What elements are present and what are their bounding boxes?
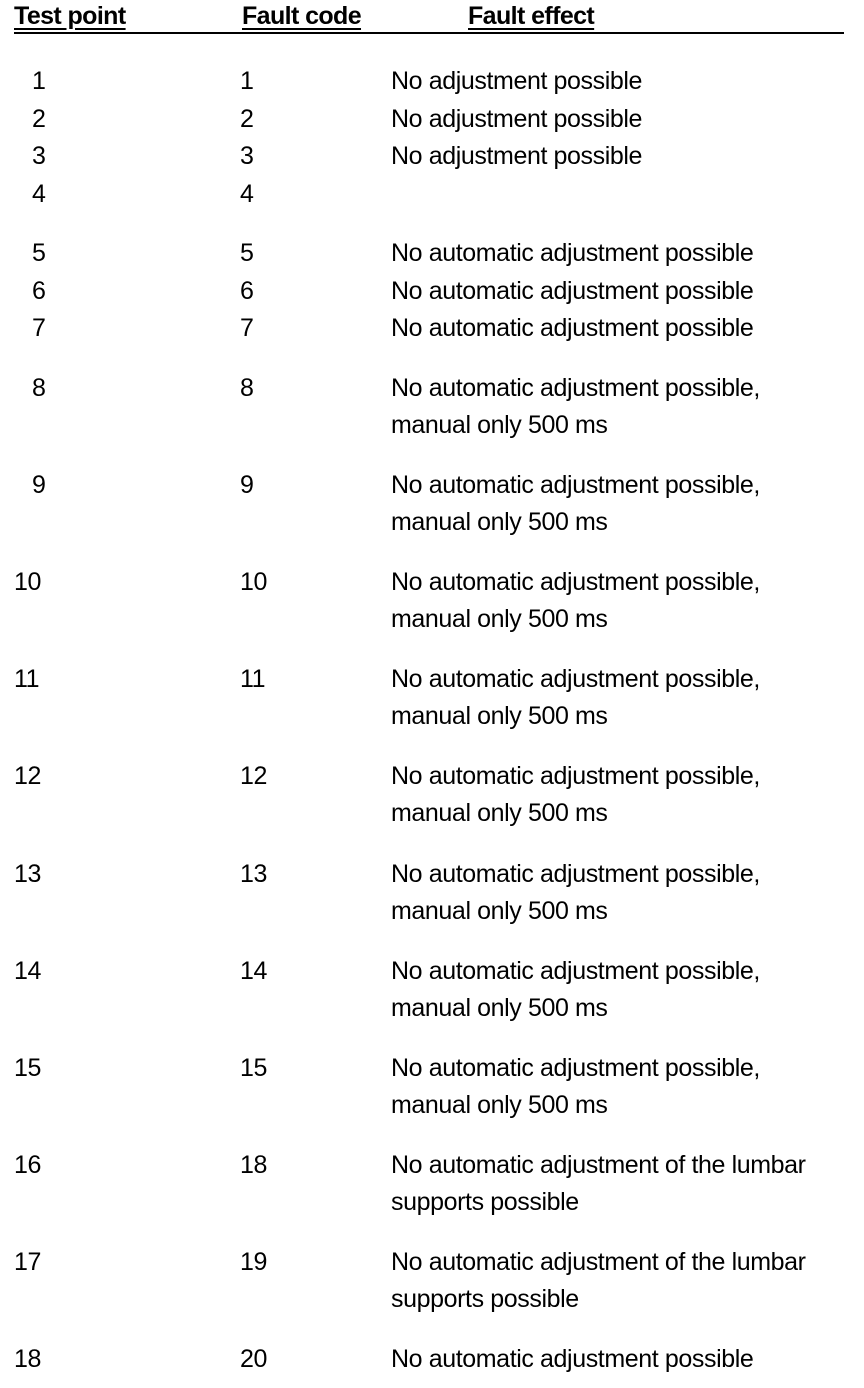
test-point-cell: 1 — [32, 67, 46, 95]
fault-code-cell: 5 — [240, 239, 254, 267]
header-fault-code: Fault code — [242, 2, 362, 30]
fault-effect-cell: No automatic adjustment possible — [391, 314, 754, 342]
test-point-cell: 18 — [14, 1345, 42, 1373]
test-point-cell: 6 — [32, 277, 46, 305]
fault-effect-cell: No automatic adjustment possible, manual only 500 ms — [391, 1054, 760, 1119]
fault-effect-cell: No adjustment possible — [391, 105, 643, 133]
test-point-cell: 13 — [14, 860, 42, 888]
test-point-cell: 11 — [14, 665, 40, 693]
test-point-cell: 5 — [32, 239, 46, 267]
fault-effect-cell: No automatic adjustment possible, manual only 500 ms — [391, 568, 760, 633]
fault-code-cell: 3 — [240, 142, 254, 170]
fault-code-cell: 12 — [240, 762, 268, 790]
test-point-cell: 17 — [14, 1248, 42, 1276]
test-point-cell: 9 — [32, 471, 46, 499]
fault-code-cell: 11 — [240, 665, 266, 693]
fault-code-cell: 15 — [240, 1054, 268, 1082]
fault-effect-cell: No automatic adjustment of the lumbar supports possible — [391, 1151, 806, 1216]
fault-effect-cell: No adjustment possible — [391, 142, 643, 170]
fault-effect-cell: No automatic adjustment possible, manual only 500 ms — [391, 471, 760, 536]
fault-code-cell: 4 — [240, 180, 254, 208]
test-point-cell: 8 — [32, 374, 46, 402]
fault-effect-cell: No automatic adjustment of the lumbar supports possible — [391, 1248, 806, 1313]
fault-effect-cell: No automatic adjustment possible, manual only 500 ms — [391, 957, 760, 1022]
fault-code-cell: 20 — [240, 1345, 268, 1373]
test-point-cell: 3 — [32, 142, 46, 170]
fault-code-cell: 6 — [240, 277, 254, 305]
fault-code-cell: 9 — [240, 471, 254, 499]
test-point-cell: 16 — [14, 1151, 42, 1179]
test-point-cell: 15 — [14, 1054, 42, 1082]
fault-effect-cell: No automatic adjustment possible — [391, 1345, 754, 1373]
fault-code-cell: 8 — [240, 374, 254, 402]
test-point-cell: 2 — [32, 105, 46, 133]
fault-effect-cell: No automatic adjustment possible — [391, 277, 754, 305]
test-point-cell: 7 — [32, 314, 46, 342]
fault-code-cell: 2 — [240, 105, 254, 133]
fault-code-cell: 18 — [240, 1151, 268, 1179]
test-point-cell: 4 — [32, 180, 46, 208]
fault-effect-cell: No adjustment possible — [391, 67, 643, 95]
fault-code-cell: 1 — [240, 67, 254, 95]
fault-effect-cell: No automatic adjustment possible, manual only 500 ms — [391, 374, 760, 439]
header-fault-effect: Fault effect — [468, 2, 595, 30]
fault-effect-cell: No automatic adjustment possible, manual only 500 ms — [391, 762, 760, 827]
fault-code-cell: 14 — [240, 957, 268, 985]
fault-effect-cell: No automatic adjustment possible, manual only 500 ms — [391, 860, 760, 925]
header-test-point: Test point — [14, 2, 126, 30]
test-point-cell: 10 — [14, 568, 42, 596]
fault-code-cell: 19 — [240, 1248, 268, 1276]
fault-code-cell: 10 — [240, 568, 268, 596]
test-point-cell: 14 — [14, 957, 42, 985]
fault-effect-cell: No automatic adjustment possible, manual only 500 ms — [391, 665, 760, 730]
fault-code-cell: 13 — [240, 860, 268, 888]
test-point-cell: 12 — [14, 762, 42, 790]
fault-effect-cell: No automatic adjustment possible — [391, 239, 754, 267]
fault-code-cell: 7 — [240, 314, 254, 342]
